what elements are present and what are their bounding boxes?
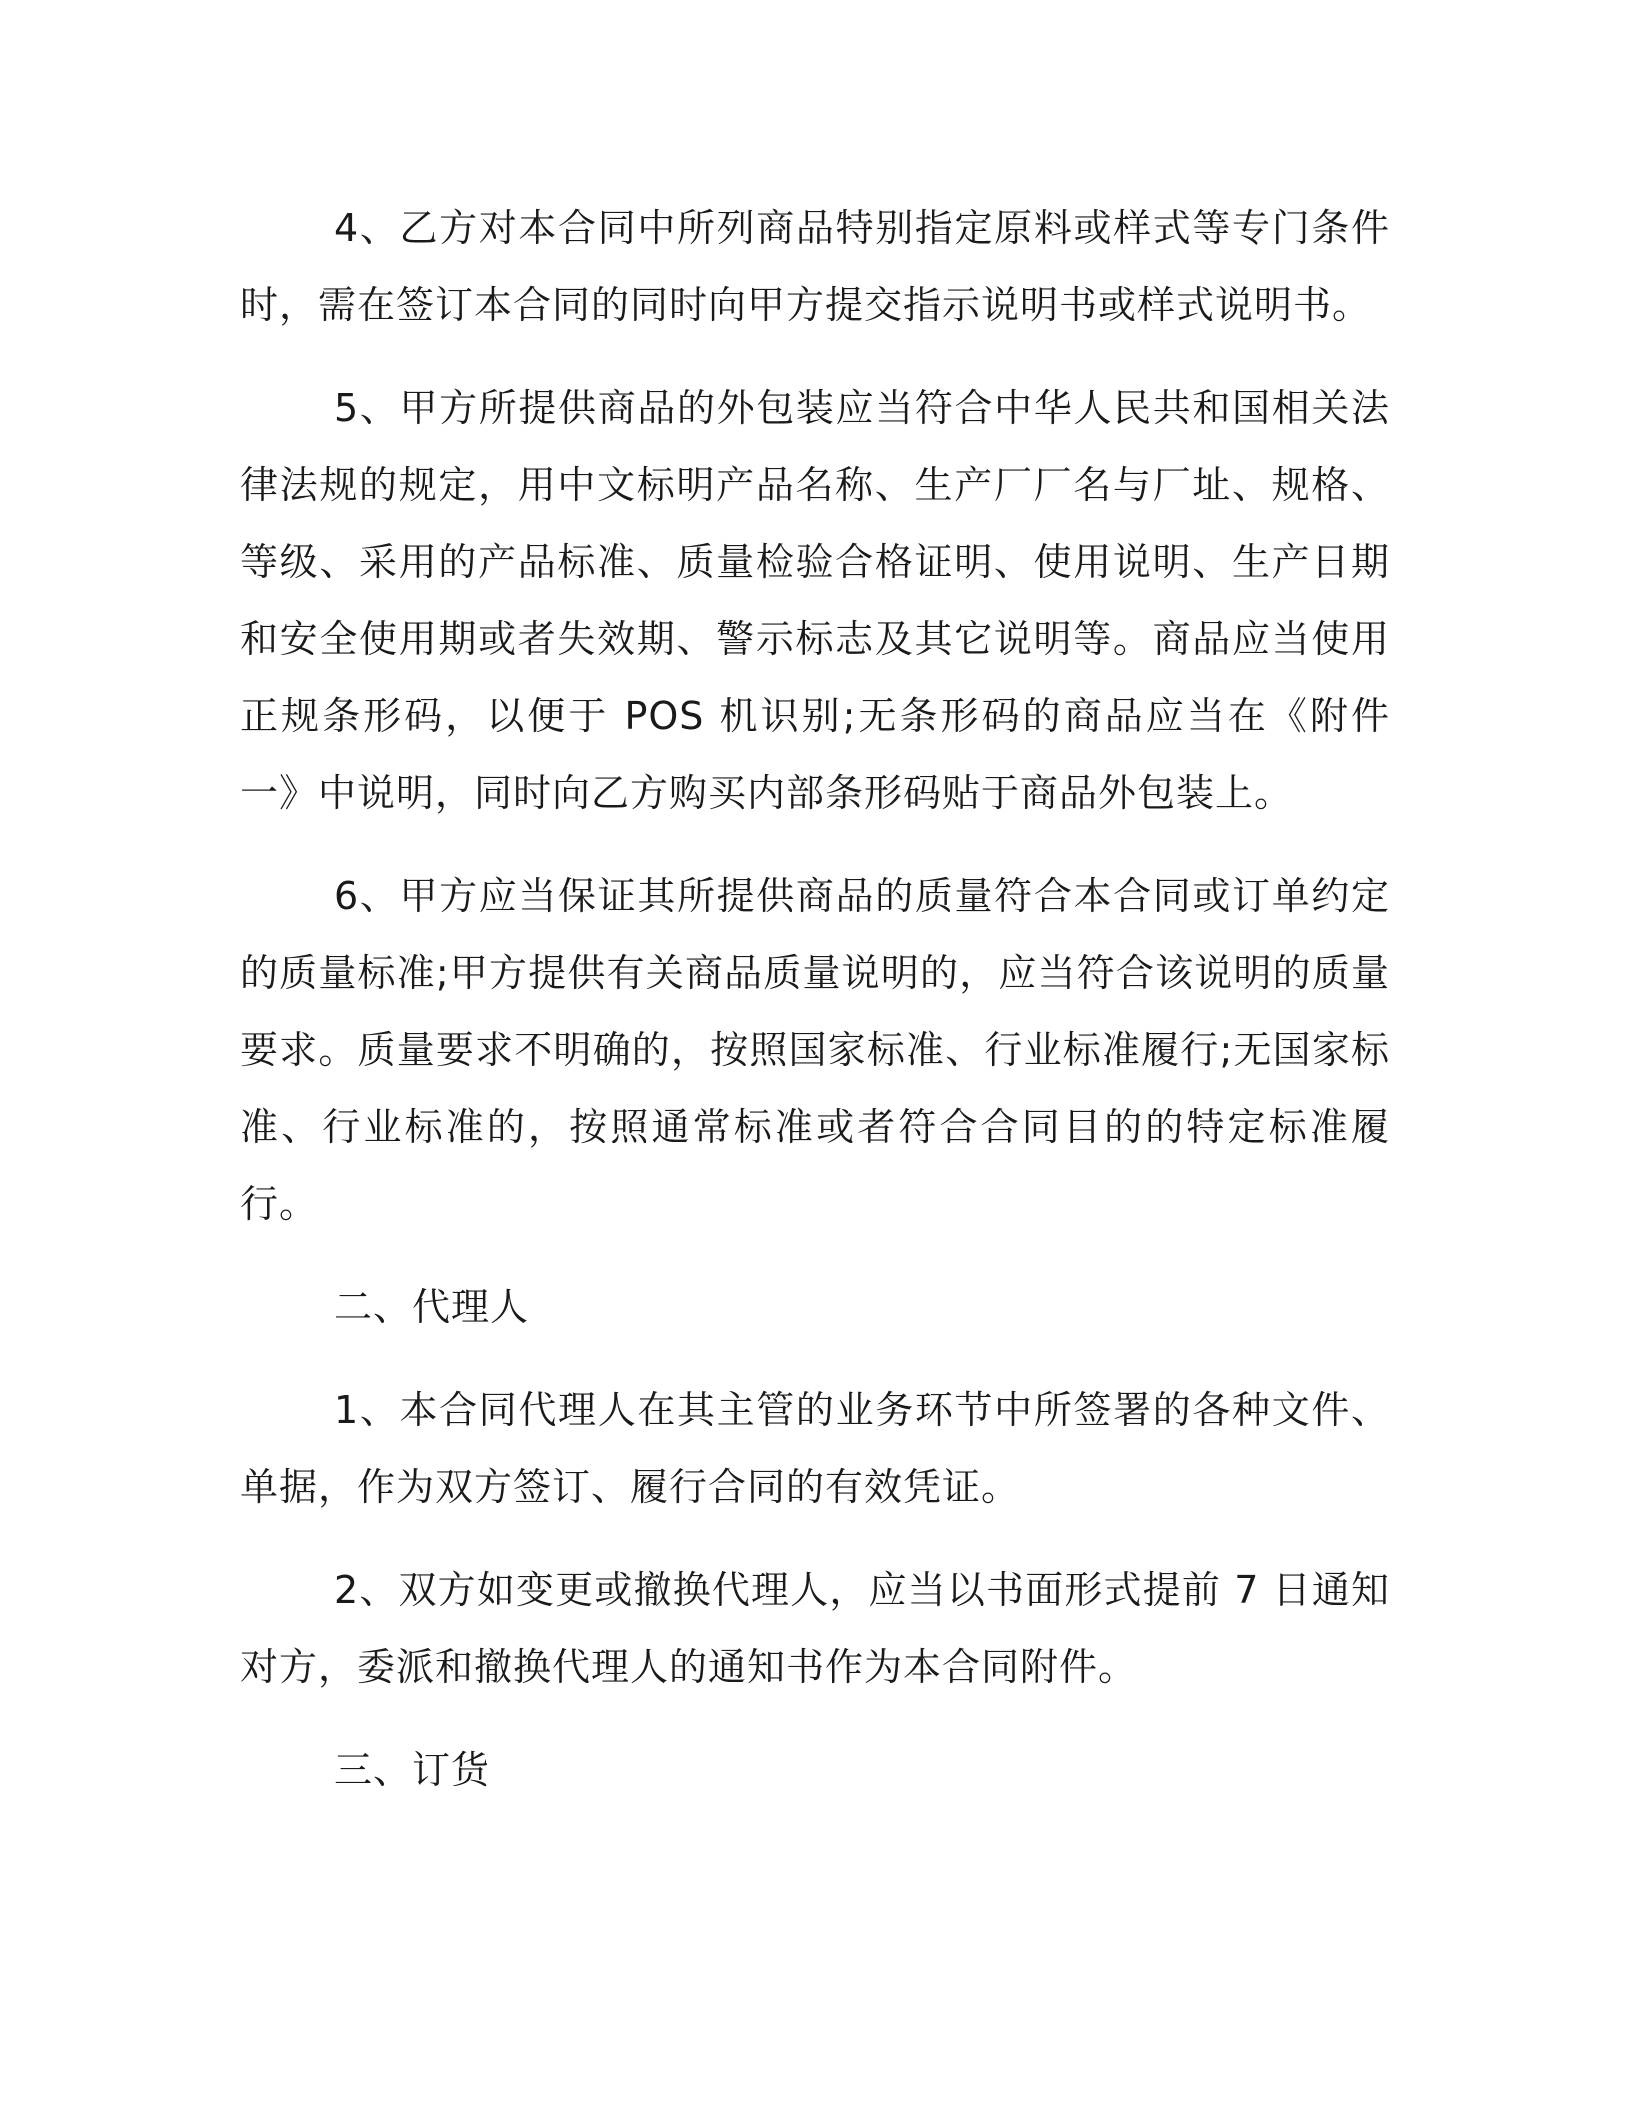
agent-item-2: 2、双方如变更或撤换代理人，应当以书面形式提前 7 日通知对方，委派和撤换代理人的通知书作为本合同附件。: [240, 1568, 1390, 1689]
section-heading-agent: 二、代理人: [334, 1285, 530, 1329]
document-page: [240, 190, 1390, 1835]
paragraph-5: 5、甲方所提供商品的外包装应当符合中华人民共和国相关法律法规的规定，用中文标明产品名称、生产厂厂名与厂址、规格、等级、采用的产品标准、质量检验合格证明、使用说明、生产日期和安全使用期或者失效期、警示标志及其它说明等。商品应当使用正规条形码，以便于 POS 机识别;无条形码的商品应当在《附件一》中说明，同时向乙方购买内部条形码贴于商品外包装上。: [240, 386, 1390, 815]
paragraph-6: 6、甲方应当保证其所提供商品的质量符合本合同或订单约定的质量标准;甲方提供有关商品质量说明的，应当符合该说明的质量要求。质量要求不明确的，按照国家标准、行业标准履行;无国家标准、行业标准的，按照通常标准或者符合合同目的的特定标准履行。: [240, 874, 1390, 1226]
paragraph-4: 4、乙方对本合同中所列商品特别指定原料或样式等专门条件时，需在签订本合同的同时向甲方提交指示说明书或样式说明书。: [240, 206, 1390, 327]
agent-item-1: 1、本合同代理人在其主管的业务环节中所签署的各种文件、单据，作为双方签订、履行合同的有效凭证。: [240, 1388, 1390, 1509]
section-heading-ordering: 三、订货: [334, 1748, 491, 1792]
